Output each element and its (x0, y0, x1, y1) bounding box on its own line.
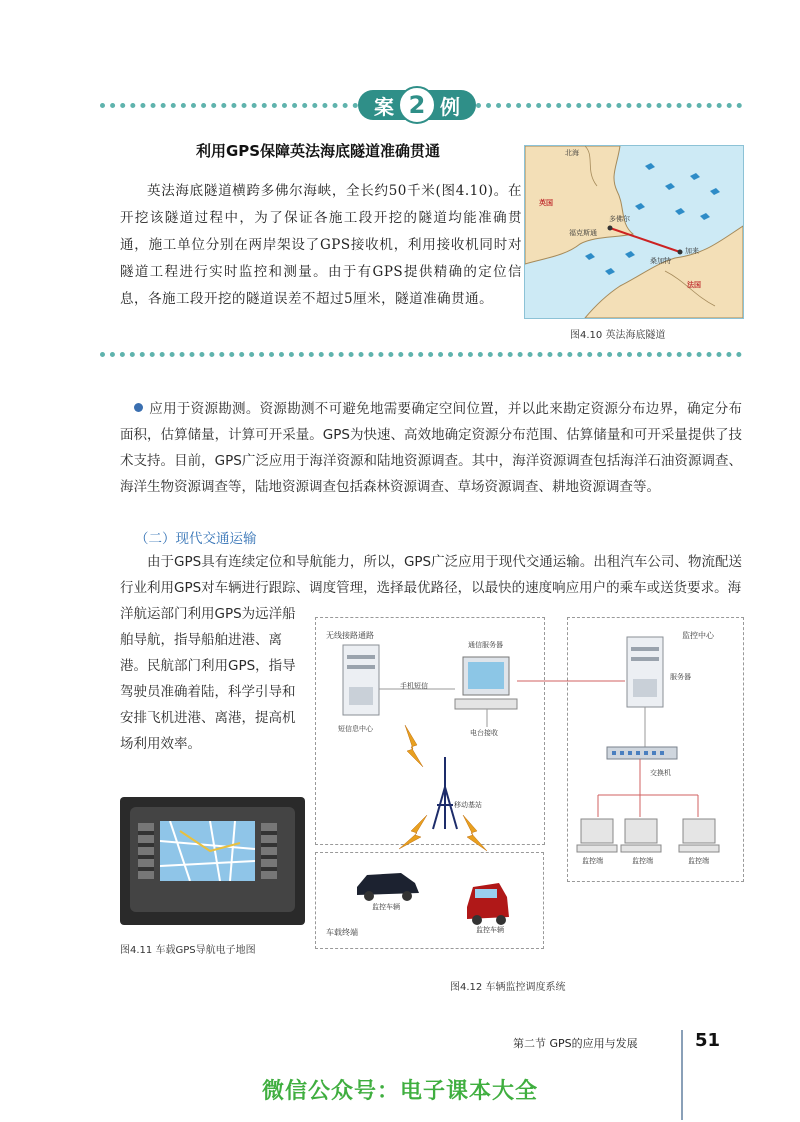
vehicle-box-title: 车载终端 (326, 928, 358, 937)
label-radio-receive: 电台接收 (470, 729, 498, 737)
map-label-north-sea: 北海 (565, 149, 579, 157)
comm-monitor-icon (455, 657, 517, 709)
tower-icon (433, 757, 457, 829)
resource-paragraph (120, 396, 742, 500)
transport-paragraph-top: 由于GPS具有连续定位和导航能力，所以，GPS广泛应用于现代交通运输。出租汽车公司、物流配送行业利用GPS对车辆进行跟踪、调度管理，选择最优路径，以最快的速度响应用户的乘车或送货要求。海 (120, 554, 742, 596)
server-2-icon (627, 637, 663, 707)
label-server-2: 服务器 (670, 673, 691, 681)
figure-4-12-caption: 图4.12 车辆监控调度系统 (450, 982, 566, 993)
label-pc-1: 监控端 (582, 857, 603, 865)
label-phone-sms: 手机短信 (400, 682, 428, 690)
system-diagram-graphics (315, 617, 742, 947)
transport-paragraph-wrap: 洋航运部门利用GPS为远洋船舶导航，指导船舶进港、离港。民航部门利用GPS，指导驾驶员准确着陆，科学引导和安排飞机进港、离港，提高机场利用效率。 (120, 606, 296, 752)
case-number: 2 (398, 86, 436, 124)
label-switch: 交换机 (650, 769, 671, 777)
map-label-folkestone: 福克斯通 (569, 229, 597, 237)
figure-4-11-photo (120, 797, 305, 925)
case-bottom-divider (100, 352, 742, 357)
label-comm-server: 通信服务器 (468, 641, 503, 649)
wireless-box-title: 无线接路通路 (326, 631, 374, 640)
map-label-sangatte: 桑加特 (650, 257, 671, 265)
case-title: 利用GPS保障英法海底隧道准确贯通 (195, 142, 441, 160)
case-top-divider-right (476, 103, 742, 108)
lightning-icons (399, 725, 487, 851)
map-label-calais: 加来 (685, 247, 699, 255)
case-label-right: 例 (440, 94, 460, 119)
resource-paragraph-text: 应用于资源勘测。资源勘测不可避免地需要确定空间位置，并以此来勘定资源分布边界，确定分布面积，估算储量，计算可开采量。GPS为快速、高效地确定资源分布范围、估算储量和可开采量提供了技术支持。目前，GPS广泛应用于海洋资源和陆地资源调查。其中，海洋资源调查包括海洋石油资源调查、海洋生物资源调查等，陆地资源调查包括森林资源调查、草场资源调查、耕地资源调查等。 (120, 401, 742, 495)
bullet-icon (134, 403, 143, 412)
section-subheading: （二）现代交通运输 (135, 531, 257, 547)
map-label-england: 英国 (539, 199, 553, 207)
case-label-left: 案 (374, 94, 394, 119)
figure-4-10-caption: 图4.10 英法海底隧道 (570, 330, 666, 341)
case-badge (358, 90, 476, 120)
pc-icons (577, 819, 719, 852)
gps-map-graphic (160, 821, 255, 881)
label-pc-2: 监控端 (632, 857, 653, 865)
label-sms-center: 短信息中心 (338, 725, 373, 733)
monitor-box-title: 监控中心 (682, 631, 714, 640)
label-car-2: 监控车辆 (476, 926, 504, 934)
label-car-1: 监控车辆 (372, 903, 400, 911)
gps-screen (160, 821, 255, 881)
right-buttons (261, 823, 277, 879)
car-icons (357, 873, 509, 925)
case-body: 英法海底隧道横跨多佛尔海峡，全长约50千米(图4.10)。在开挖该隧道过程中，为了保证各施工段开挖的隧道均能准确贯通，施工单位分别在两岸架设了GPS接收机，利用接收机同时对隧道工程进行实时监控和测量。由于有GPS提供精确的定位信息，各施工段开挖的隧道误差不超过5厘米，隧道准确贯通。 (120, 183, 522, 307)
case-top-divider (100, 103, 358, 108)
figure-4-11-caption: 图4.11 车载GPS导航电子地图 (120, 945, 256, 956)
left-buttons (138, 823, 154, 879)
channel-map-graphic (525, 146, 743, 318)
server-1-icon (343, 645, 379, 715)
label-base-station: 移动基站 (454, 801, 482, 809)
footer-section-title: 第二节 GPS的应用与发展 (513, 1037, 638, 1050)
map-label-france: 法国 (687, 281, 701, 289)
watermark-text: 微信公众号：电子课本大全 (261, 1079, 538, 1104)
page-number: 51 (695, 1030, 721, 1051)
switch-icon (607, 747, 677, 759)
label-pc-3: 监控端 (688, 857, 709, 865)
figure-4-10-map (524, 145, 744, 319)
map-label-dover: 多佛尔 (609, 215, 630, 223)
